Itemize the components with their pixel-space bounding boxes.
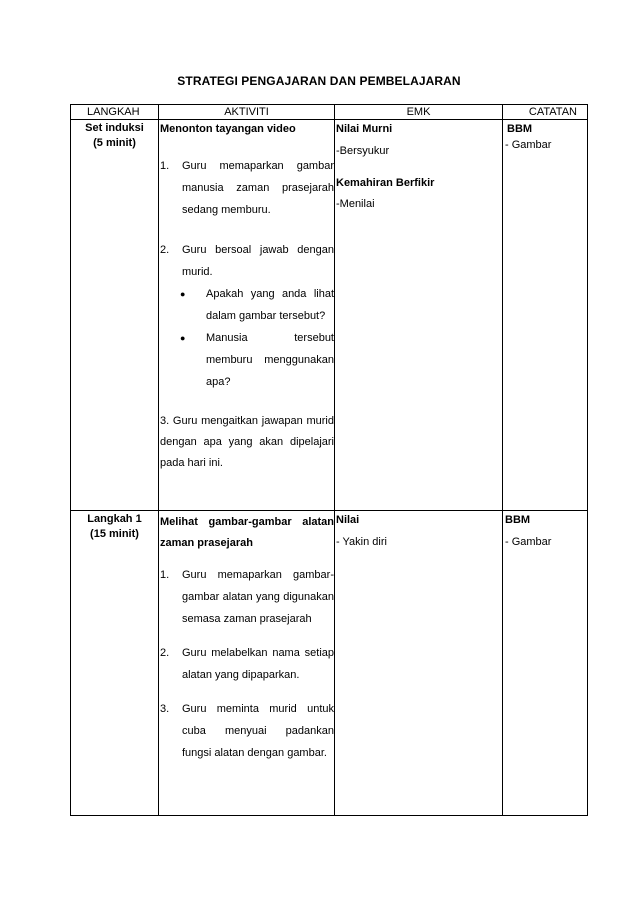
- table-row: [71, 120, 588, 511]
- table-header-row: [71, 105, 588, 120]
- bullet-item: [160, 283, 334, 327]
- langkah-cell: [71, 120, 159, 511]
- emk-value: -Menilai: [336, 198, 375, 210]
- item-number: 1.: [160, 569, 170, 581]
- aktiviti-item-text: 3. Guru mengaitkan jawapan murid dengan apa yang akan dipelajari pada hari ini.: [160, 415, 334, 469]
- item-text: Guru melabelkan nama setiap alatan yang dipaparkan.: [182, 647, 334, 681]
- langkah-name: Set induksi: [85, 122, 144, 134]
- header-catatan: CATATAN: [503, 105, 588, 120]
- item-text: Guru meminta murid untuk cuba menyuai padankan fungsi alatan dengan gambar.: [182, 703, 334, 759]
- catatan-value: - Gambar: [505, 139, 552, 151]
- header-langkah: LANGKAH: [71, 105, 159, 120]
- emk-heading: Nilai: [336, 514, 360, 526]
- aktiviti-item: [160, 564, 334, 630]
- langkah-name: Langkah 1: [87, 513, 142, 525]
- aktiviti-cell: [159, 511, 335, 816]
- aktiviti-item: [160, 239, 334, 283]
- aktiviti-heading: Melihat gambar-gambar alatan zaman prasejarah: [160, 516, 334, 549]
- catatan-heading: BBM: [507, 123, 533, 135]
- catatan-cell: [503, 120, 588, 511]
- langkah-cell: [71, 511, 159, 816]
- item-text: Guru memaparkan gambar-gambar alatan yang digunakan semasa zaman prasejarah: [182, 569, 334, 625]
- header-emk: EMK: [335, 105, 503, 120]
- item-number: 1.: [160, 160, 170, 172]
- bullet-icon: ●: [180, 333, 186, 343]
- emk-value: - Yakin diri: [336, 536, 387, 548]
- bullet-text: Manusia tersebut memburu menggunakan apa?: [206, 332, 334, 388]
- aktiviti-item: [160, 698, 334, 764]
- item-number: 2.: [160, 244, 170, 256]
- aktiviti-item: [160, 642, 334, 686]
- langkah-duration: (5 minit): [93, 137, 136, 149]
- emk-heading: Nilai Murni: [336, 123, 393, 135]
- lesson-plan-table: [70, 104, 588, 816]
- aktiviti-cell: [159, 120, 335, 511]
- header-aktiviti: AKTIVITI: [159, 105, 335, 120]
- item-text: Guru memaparkan gambar manusia zaman prasejarah sedang memburu.: [182, 160, 334, 216]
- bullet-text: Apakah yang anda lihat dalam gambar tersebut?: [206, 288, 334, 322]
- item-text: Guru bersoal jawab dengan murid.: [182, 244, 334, 278]
- page-title: STRATEGI PENGAJARAN DAN PEMBELAJARAN: [177, 74, 461, 88]
- emk-value: -Bersyukur: [336, 145, 390, 157]
- emk-cell: [335, 120, 503, 511]
- bullet-item: [160, 327, 334, 393]
- catatan-value: - Gambar: [505, 536, 552, 548]
- catatan-cell: [503, 511, 588, 816]
- table-row: [71, 511, 588, 816]
- langkah-duration: (15 minit): [90, 528, 139, 540]
- item-number: 2.: [160, 647, 170, 659]
- emk-cell: [335, 511, 503, 816]
- aktiviti-item: [160, 155, 334, 221]
- catatan-heading: BBM: [505, 514, 531, 526]
- item-number: 3.: [160, 703, 170, 715]
- emk-heading: Kemahiran Berfikir: [336, 177, 435, 189]
- aktiviti-heading: Menonton tayangan video: [160, 123, 296, 135]
- bullet-icon: ●: [180, 289, 186, 299]
